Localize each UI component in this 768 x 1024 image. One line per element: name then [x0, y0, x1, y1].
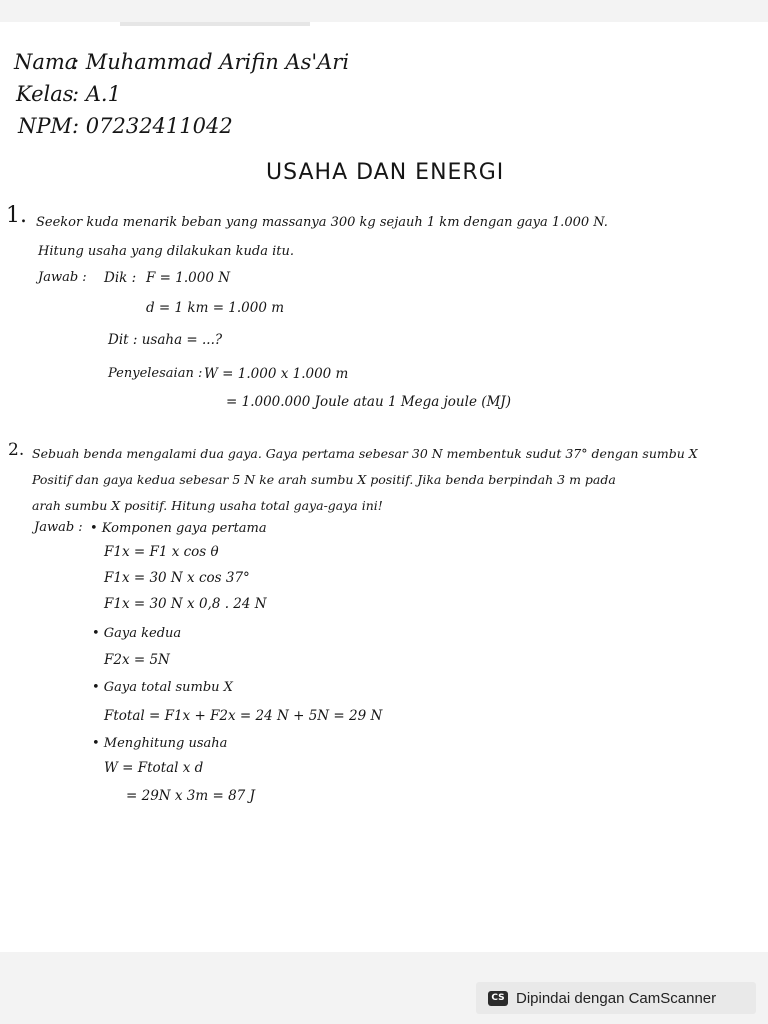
- problem2-number: 2.: [8, 440, 25, 460]
- page-title: USAHA DAN ENERGI: [266, 160, 505, 185]
- problem1-question-line1: Seekor kuda menarik beban yang massanya 300 kg sejauh 1 km dengan gaya 1.000 N.: [36, 215, 608, 230]
- problem2-b3-line1: Ftotal = F1x + F2x = 24 N + 5N = 29 N: [104, 708, 383, 724]
- problem2-b4-line1: W = Ftotal x d: [104, 760, 204, 776]
- problem1-step1: W = 1.000 x 1.000 m: [204, 366, 349, 382]
- nama-label: Nama: [14, 50, 78, 74]
- problem2-jawab-label: Jawab :: [34, 520, 83, 535]
- kelas-value: : A.1: [72, 82, 121, 106]
- problem2-question-line2: Positif dan gaya kedua sebesar 5 N ke arah sumbu X positif. Jika benda berpindah 3 m pada: [32, 472, 616, 487]
- problem2-b1-line1: F1x = F1 x cos θ: [104, 544, 219, 560]
- problem1-step2: = 1.000.000 Joule atau 1 Mega joule (MJ): [226, 394, 511, 410]
- problem2-b4-line2: = 29N x 3m = 87 J: [126, 788, 255, 804]
- problem1-jawab-label: Jawab :: [38, 270, 87, 285]
- problem1-dik-f: F = 1.000 N: [146, 270, 231, 286]
- problem2-bullet2-title: • Gaya kedua: [92, 626, 182, 641]
- kelas-label: Kelas: [16, 82, 74, 106]
- problem1-dik-d: d = 1 km = 1.000 m: [146, 300, 285, 316]
- camscanner-text: Dipindai dengan CamScanner: [516, 989, 717, 1007]
- problem1-number: 1.: [6, 203, 27, 228]
- problem2-bullet1-title: • Komponen gaya pertama: [90, 521, 267, 536]
- npm-value: : 07232411042: [72, 114, 233, 138]
- problem1-dik-label: Dik :: [104, 270, 137, 286]
- camscanner-watermark: [476, 982, 756, 1014]
- camscanner-logo-icon: CS: [488, 991, 508, 1006]
- problem2-bullet3-title: • Gaya total sumbu X: [92, 680, 233, 695]
- problem1-penyelesaian-label: Penyelesaian :: [108, 366, 203, 381]
- npm-label: NPM: [18, 114, 73, 138]
- problem2-b2-line1: F2x = 5N: [104, 652, 170, 668]
- problem2-b1-line3: F1x = 30 N x 0,8 . 24 N: [104, 596, 267, 612]
- problem1-question-line2: Hitung usaha yang dilakukan kuda itu.: [38, 244, 295, 259]
- scan-edge-shadow: [120, 22, 310, 26]
- problem2-question-line3: arah sumbu X positif. Hitung usaha total gaya-gaya ini!: [32, 498, 383, 513]
- problem2-question-line1: Sebuah benda mengalami dua gaya. Gaya pertama sebesar 30 N membentuk sudut 37° dengan sumbu X: [32, 446, 698, 461]
- problem1-dit: Dit : usaha = ...?: [108, 332, 223, 348]
- nama-value: : Muhammad Arifin As'Ari: [72, 50, 350, 74]
- problem2-b1-line2: F1x = 30 N x cos 37°: [104, 570, 250, 586]
- problem2-bullet4-title: • Menghitung usaha: [92, 736, 228, 751]
